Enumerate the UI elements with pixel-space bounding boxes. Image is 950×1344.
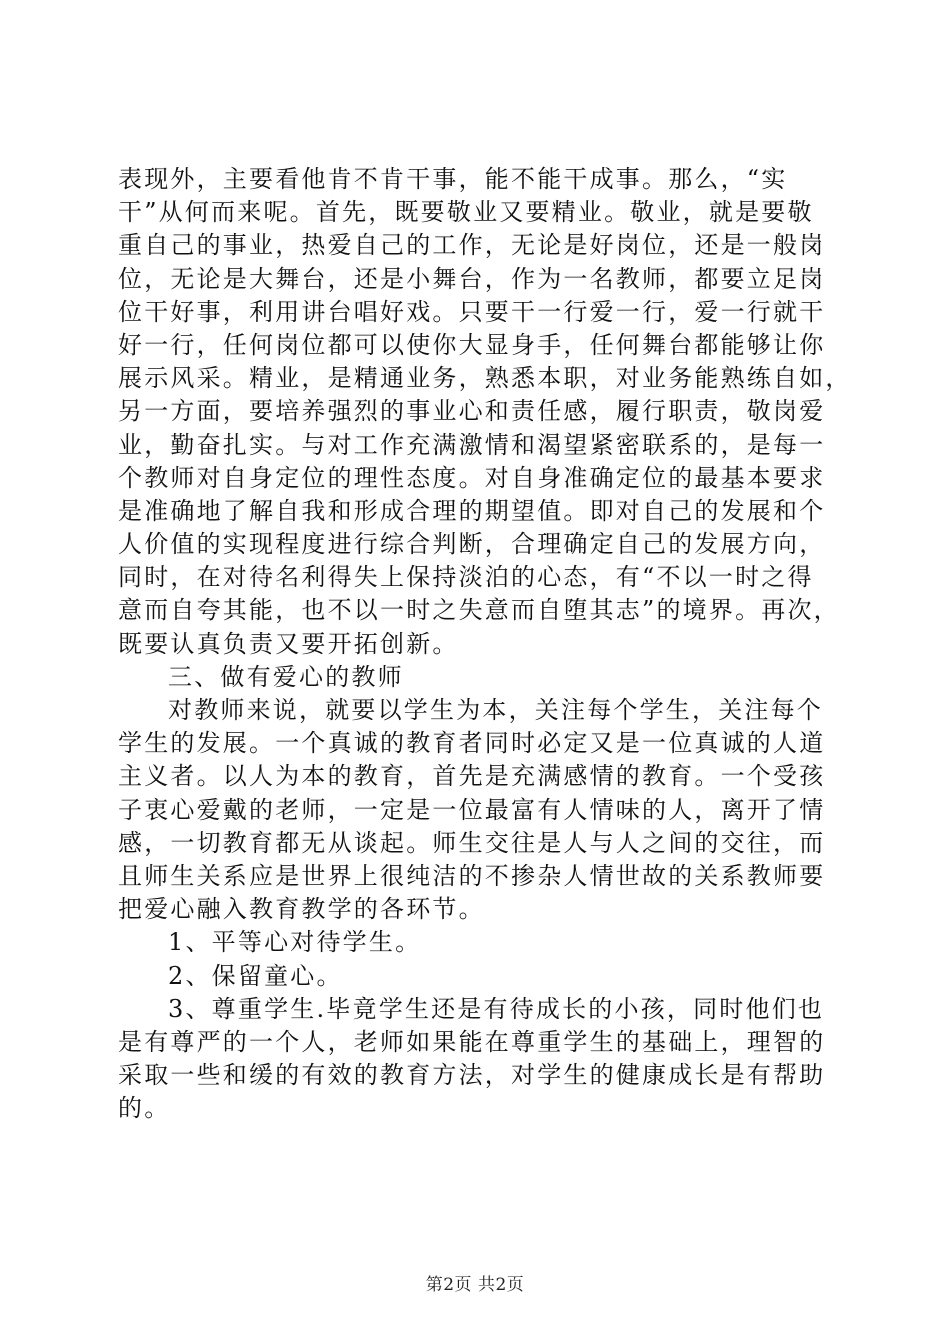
list-item: 2、保留童心。 xyxy=(168,961,343,990)
text-line: 位，无论是大舞台，还是小舞台，作为一名教师，都要立足岗 xyxy=(118,264,826,293)
list-item: 3、尊重学生.毕竟学生还是有待成长的小孩，同时他们也 xyxy=(168,994,825,1023)
text-line: 表现外，主要看他肯不肯干事，能不能干成事。那么，“实 xyxy=(118,165,788,193)
text-line: 另一方面，要培养强烈的事业心和责任感，履行职责，敬岗爱 xyxy=(118,397,826,426)
list-item: 1、平等心对待学生。 xyxy=(168,928,422,957)
text-line: 采取一些和缓的有效的教育方法，对学生的健康成长是有帮助 xyxy=(118,1061,826,1090)
text-line: 干”从何而来呢。首先，既要敬业又要精业。敬业，就是要敬 xyxy=(118,198,814,227)
text-line: 感，一切教育都无从谈起。师生交往是人与人之间的交往，而 xyxy=(118,828,826,857)
text-line: 是准确地了解自我和形成合理的期望值。即对自己的发展和个 xyxy=(118,496,826,525)
text-line: 的。 xyxy=(118,1094,171,1123)
text-line: 人价值的实现程度进行综合判断，合理确定自己的发展方向， xyxy=(118,530,826,559)
text-line: 既要认真负责又要开拓创新。 xyxy=(118,629,459,658)
text-line: 展示风采。精业，是精通业务，熟悉本职，对业务能熟练自如， xyxy=(118,364,852,393)
paragraph-first-line: 对教师来说，就要以学生为本，关注每个学生，关注每个 xyxy=(168,696,823,724)
text-line: 学生的发展。一个真诚的教育者同时必定又是一位真诚的人道 xyxy=(118,729,826,758)
text-line: 位干好事，利用讲台唱好戏。只要干一行爱一行，爱一行就干 xyxy=(118,297,826,326)
page-number-footer: 第2页 共2页 xyxy=(425,1275,525,1295)
text-line: 子衷心爱戴的老师，一定是一位最富有人情味的人，离开了情 xyxy=(118,795,826,824)
text-line: 且师生关系应是世界上很纯洁的不掺杂人情世故的关系教师要 xyxy=(118,861,826,890)
text-line: 重自己的事业，热爱自己的工作，无论是好岗位，还是一般岗 xyxy=(118,231,826,260)
text-line: 把爱心融入教育教学的各环节。 xyxy=(118,895,485,924)
text-line: 业，勤奋扎实。与对工作充满激情和渴望紧密联系的，是每一 xyxy=(118,430,826,459)
document-body xyxy=(118,163,852,1125)
text-line: 好一行，任何岗位都可以使你大显身手，任何舞台都能够让你 xyxy=(118,330,826,359)
text-line: 个教师对自身定位的理性态度。对自身准确定位的最基本要求 xyxy=(118,463,826,492)
text-line: 意而自夸其能，也不以一时之失意而自堕其志”的境界。再次， xyxy=(118,596,840,625)
text-line: 是有尊严的一个人，老师如果能在尊重学生的基础上，理智的 xyxy=(118,1027,826,1056)
text-line: 主义者。以人为本的教育，首先是充满感情的教育。一个受孩 xyxy=(118,762,826,791)
text-line: 同时，在对待名利得失上保持淡泊的心态，有“不以一时之得 xyxy=(118,563,814,592)
section-heading: 三、做有爱心的教师 xyxy=(168,662,404,691)
